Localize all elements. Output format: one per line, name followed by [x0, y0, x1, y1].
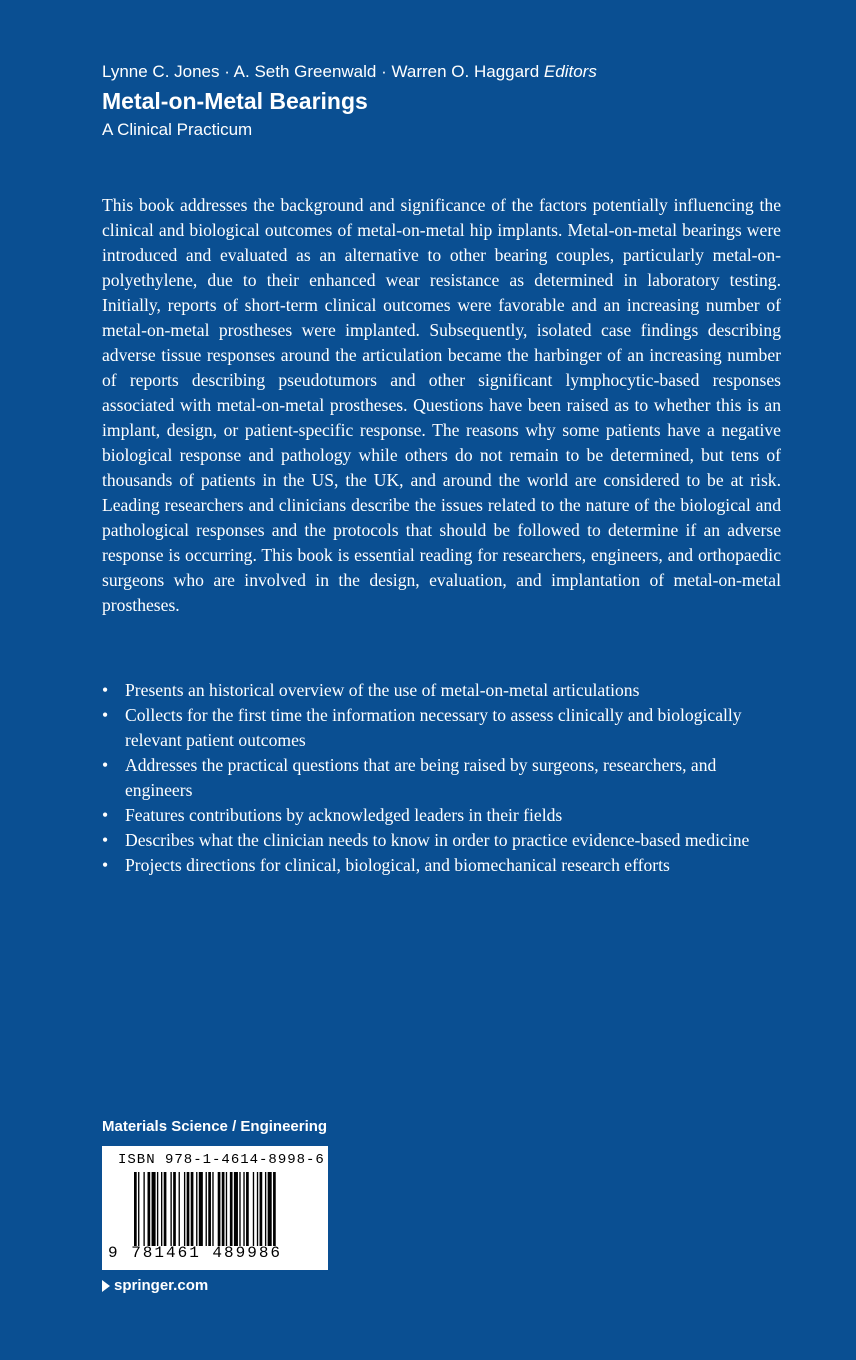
- barcode-bar: [239, 1172, 240, 1246]
- isbn-label: ISBN 978-1-4614-8998-6: [118, 1152, 325, 1168]
- barcode-bar: [273, 1172, 276, 1246]
- barcode-bar: [184, 1172, 185, 1246]
- barcode-bar: [157, 1172, 158, 1246]
- list-item: • Projects directions for clinical, biological, and biomechanical research efforts: [102, 853, 781, 878]
- barcode-bar: [173, 1172, 176, 1246]
- barcode-bar: [152, 1172, 156, 1246]
- book-title: Metal-on-Metal Bearings: [102, 88, 368, 114]
- barcode-bar: [268, 1172, 272, 1246]
- list-item: • Collects for the first time the information necessary to assess clinically and biologically relevant patient outcomes: [102, 703, 781, 753]
- barcode-bar: [161, 1172, 162, 1246]
- barcode-digits: 9 781461 489986: [108, 1244, 283, 1262]
- barcode-bar: [260, 1172, 263, 1246]
- barcode-bar: [243, 1172, 244, 1246]
- barcode-bar: [191, 1172, 194, 1246]
- barcode-bar: [230, 1172, 233, 1246]
- barcode-bar: [218, 1172, 221, 1246]
- list-item: • Describes what the clinician needs to know in order to practice evidence-based medicine: [102, 828, 781, 853]
- barcode-bar: [253, 1172, 254, 1246]
- play-arrow-icon: [102, 1280, 110, 1292]
- barcode-bar: [138, 1172, 139, 1246]
- barcode-bar: [143, 1172, 144, 1246]
- editors-line: [102, 60, 802, 84]
- isbn-barcode: [102, 1146, 328, 1270]
- barcode-bar: [265, 1172, 266, 1246]
- list-item: • Addresses the practical questions that are being raised by surgeons, researchers, and engineers: [102, 753, 781, 803]
- barcode-bar: [222, 1172, 225, 1246]
- barcode-bar: [179, 1172, 180, 1246]
- publisher-link-label: springer.com: [114, 1277, 209, 1294]
- feature-list: [102, 678, 781, 878]
- barcode-bar: [234, 1172, 238, 1246]
- list-item: • Presents an historical overview of the use of metal-on-metal articulations: [102, 678, 781, 703]
- barcode-bar: [164, 1172, 167, 1246]
- barcode-bar: [208, 1172, 211, 1246]
- barcode-bar: [257, 1172, 258, 1246]
- barcode-bar: [212, 1172, 213, 1246]
- barcode-bar: [134, 1172, 137, 1246]
- editors-role: Editors: [543, 62, 597, 81]
- barcode-bar: [246, 1172, 249, 1246]
- publisher-link[interactable]: [102, 1277, 208, 1294]
- barcode-bar: [199, 1172, 203, 1246]
- barcode-bar: [187, 1172, 190, 1246]
- editor-names: Lynne C. Jones · A. Seth Greenwald · Warren O. Haggard: [102, 62, 540, 81]
- barcode-bar: [148, 1172, 151, 1246]
- list-item: • Features contributions by acknowledged leaders in their fields: [102, 803, 781, 828]
- barcode-bar: [170, 1172, 171, 1246]
- barcode-bar: [196, 1172, 197, 1246]
- book-description: This book addresses the background and significance of the factors potentially influencing the clinical and biological outcomes of metal-on-metal hip implants. Metal-on-metal bearings were introduced and evaluated as an alternative to other bearing couples, particularly metal-on-polyethylene, due to their enhanced wear resistance as determined in laboratory testing. Initially, reports of short-term clinical outcomes were favorable and an increasing number of metal-on-metal prostheses were implanted. Subsequently, isolated case findings describing adverse tissue responses around the articulation became the harbinger of an increasing number of reports describing pseudotumors and other significant lymphocytic-based responses associated with metal-on-metal prostheses. Questions have been raised as to whether this is an implant, design, or patient-specific response. The reasons why some patients have a negative biological response and pathology while others do not remain to be determined, but tens of thousands of patients in the US, the UK, and around the world are considered to be at risk. Leading researchers and clinicians describe the issues related to the nature of the biological and pathological responses and the protocols that should be followed to determine if an adverse response is occurring. This book is essential reading for researchers, engineers, and orthopaedic surgeons who are involved in the design, evaluation, and implantation of metal-on-metal prostheses.: [102, 195, 781, 615]
- cover-header: [102, 60, 802, 142]
- barcode-bars: [134, 1172, 314, 1246]
- book-subtitle: A Clinical Practicum: [102, 120, 253, 139]
- barcode-bar: [226, 1172, 227, 1246]
- barcode-bar: [206, 1172, 207, 1246]
- subject-category: Materials Science / Engineering: [102, 1118, 328, 1135]
